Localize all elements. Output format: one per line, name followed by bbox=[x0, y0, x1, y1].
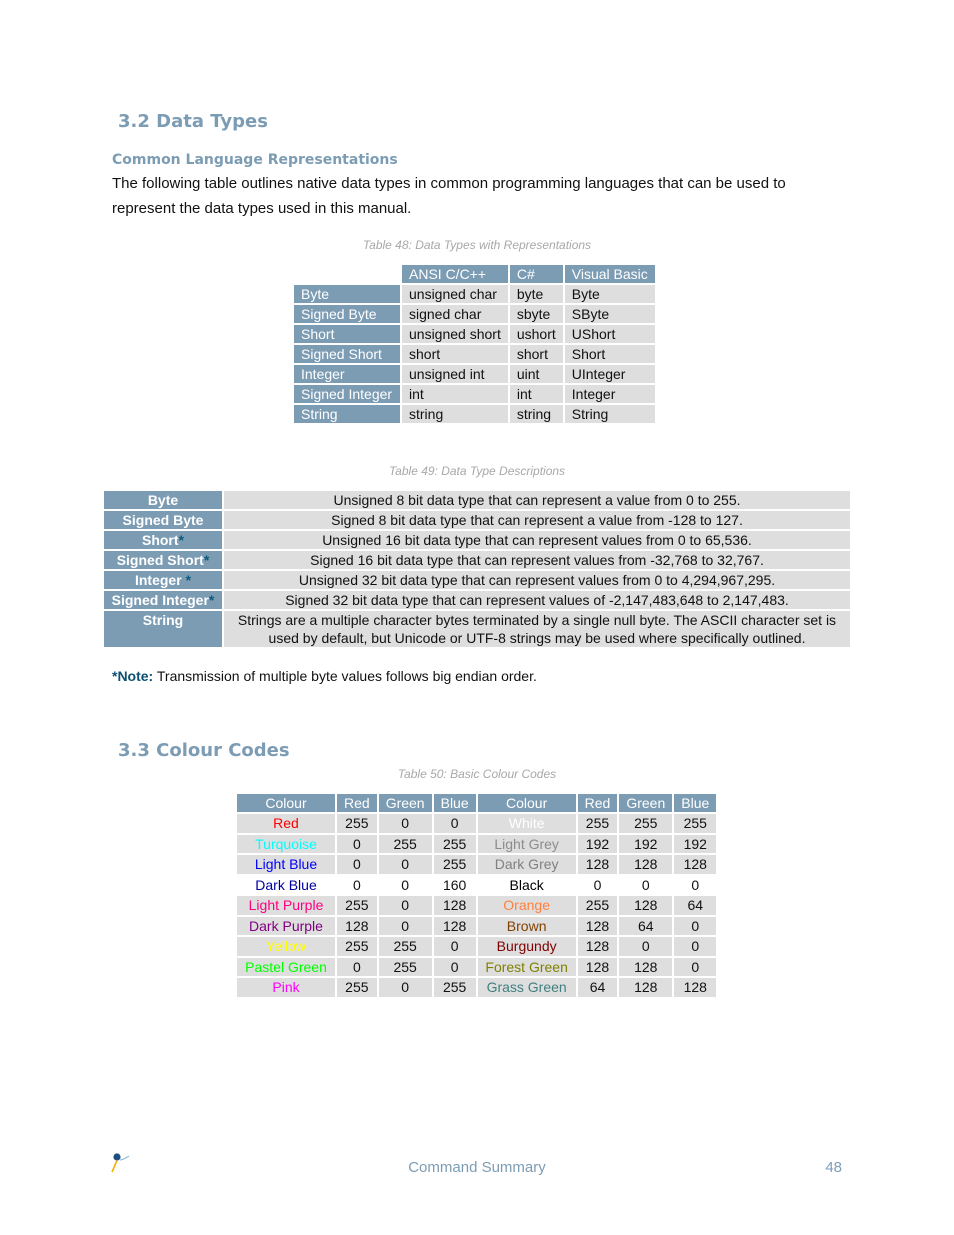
type-label: Signed Byte bbox=[122, 512, 204, 528]
blue-value-cell: 0 bbox=[674, 937, 716, 956]
red-value-cell: 0 bbox=[578, 876, 618, 895]
colour-name-cell: Pink bbox=[237, 978, 335, 997]
table-row bbox=[104, 571, 850, 589]
red-value-cell: 255 bbox=[337, 937, 377, 956]
cell-csharp: short bbox=[510, 345, 563, 363]
green-value-cell: 0 bbox=[379, 978, 432, 997]
row-header: Signed Byte bbox=[294, 305, 400, 323]
page-number: 48 bbox=[825, 1159, 842, 1176]
red-value-cell: 128 bbox=[578, 855, 618, 874]
cell-ansi-c: unsigned int bbox=[402, 365, 508, 383]
row-header: Byte bbox=[294, 285, 400, 303]
table-row bbox=[237, 896, 716, 915]
cell-ansi-c: unsigned char bbox=[402, 285, 508, 303]
row-header bbox=[104, 571, 222, 589]
red-value-cell: 128 bbox=[337, 917, 377, 936]
red-value-cell: 255 bbox=[337, 814, 377, 833]
blue-value-cell: 0 bbox=[674, 958, 716, 977]
green-value-cell: 128 bbox=[619, 978, 672, 997]
red-value-cell: 255 bbox=[337, 978, 377, 997]
header-blue: Blue bbox=[434, 794, 476, 812]
header-colour: Colour bbox=[478, 794, 576, 812]
red-value-cell: 0 bbox=[337, 855, 377, 874]
row-header bbox=[104, 591, 222, 609]
colour-name-cell: Yellow bbox=[237, 937, 335, 956]
table-header-row bbox=[237, 794, 716, 812]
table49-caption: Table 49: Data Type Descriptions bbox=[388, 464, 566, 478]
type-label: Integer bbox=[134, 572, 186, 588]
colour-name-cell: Turquoise bbox=[237, 835, 335, 854]
cell-visual-basic: Integer bbox=[565, 385, 655, 403]
type-label: String bbox=[142, 612, 184, 628]
footnote-star: * bbox=[203, 552, 210, 568]
subheading-common-language: Common Language Representations bbox=[112, 152, 398, 168]
red-value-cell: 0 bbox=[337, 958, 377, 977]
blue-value-cell: 192 bbox=[674, 835, 716, 854]
blue-value-cell: 255 bbox=[434, 855, 476, 874]
red-value-cell: 0 bbox=[337, 835, 377, 854]
table-row bbox=[294, 385, 655, 403]
cell-ansi-c: short bbox=[402, 345, 508, 363]
description-cell: Unsigned 16 bit data type that can represent values from 0 to 65,536. bbox=[224, 531, 850, 549]
green-value-cell: 255 bbox=[379, 958, 432, 977]
description-cell: Signed 32 bit data type that can represent values of -2,147,483,648 to 2,147,483. bbox=[224, 591, 850, 609]
red-value-cell: 255 bbox=[337, 896, 377, 915]
table-row bbox=[237, 958, 716, 977]
colour-name-cell: Grass Green bbox=[478, 978, 576, 997]
table-row bbox=[104, 591, 850, 609]
cell-csharp: byte bbox=[510, 285, 563, 303]
note-text: Transmission of multiple byte values follows big endian order. bbox=[153, 668, 537, 684]
table48-caption: Table 48: Data Types with Representations bbox=[362, 238, 592, 252]
colour-name-cell: Red bbox=[237, 814, 335, 833]
green-value-cell: 255 bbox=[379, 937, 432, 956]
green-value-cell: 255 bbox=[619, 814, 672, 833]
table-row bbox=[237, 978, 716, 997]
company-logo-icon bbox=[110, 1152, 132, 1174]
header-blank-cell bbox=[294, 265, 400, 283]
type-label: Signed Short bbox=[116, 552, 204, 568]
red-value-cell: 255 bbox=[578, 896, 618, 915]
colour-name-cell: Light Purple bbox=[237, 896, 335, 915]
green-value-cell: 128 bbox=[619, 958, 672, 977]
type-label: Byte bbox=[147, 492, 179, 508]
green-value-cell: 0 bbox=[379, 855, 432, 874]
cell-ansi-c: unsigned short bbox=[402, 325, 508, 343]
green-value-cell: 0 bbox=[379, 896, 432, 915]
colour-name-cell: Light Blue bbox=[237, 855, 335, 874]
section-heading-data-types: 3.2 Data Types bbox=[118, 111, 268, 132]
table-row bbox=[104, 611, 850, 647]
row-header: Short bbox=[294, 325, 400, 343]
footnote-star: * bbox=[185, 572, 192, 588]
cell-ansi-c: signed char bbox=[402, 305, 508, 323]
header-csharp: C# bbox=[510, 265, 563, 283]
colour-name-cell: Dark Blue bbox=[237, 876, 335, 895]
table-row bbox=[104, 551, 850, 569]
description-cell: Strings are a multiple character bytes terminated by a single null byte. The ASCII character set is used by default, but Unicode or UTF-8 strings may be used where specifically outlined. bbox=[224, 611, 850, 647]
header-red: Red bbox=[578, 794, 618, 812]
table-row bbox=[104, 491, 850, 509]
section-heading-colour-codes: 3.3 Colour Codes bbox=[118, 740, 290, 761]
colour-name-cell: Pastel Green bbox=[237, 958, 335, 977]
header-colour: Colour bbox=[237, 794, 335, 812]
cell-csharp: int bbox=[510, 385, 563, 403]
header-visual-basic: Visual Basic bbox=[565, 265, 655, 283]
colour-name-cell: Dark Purple bbox=[237, 917, 335, 936]
colour-codes-table bbox=[235, 792, 718, 999]
colour-name-cell: Burgundy bbox=[478, 937, 576, 956]
colour-name-cell: White bbox=[478, 814, 576, 833]
table-row bbox=[237, 937, 716, 956]
green-value-cell: 128 bbox=[619, 855, 672, 874]
intro-paragraph: The following table outlines native data types in common programming languages that can be used to represent the data types used in this manual. bbox=[112, 175, 786, 217]
note-label: *Note: bbox=[112, 668, 154, 684]
colour-name-cell: Light Grey bbox=[478, 835, 576, 854]
colour-name-cell: Orange bbox=[478, 896, 576, 915]
description-cell: Unsigned 8 bit data type that can represent a value from 0 to 255. bbox=[224, 491, 850, 509]
blue-value-cell: 64 bbox=[674, 896, 716, 915]
table-row bbox=[237, 876, 716, 895]
table-row bbox=[294, 285, 655, 303]
table-header-row bbox=[294, 265, 655, 283]
cell-visual-basic: UInteger bbox=[565, 365, 655, 383]
blue-value-cell: 128 bbox=[674, 855, 716, 874]
cell-ansi-c: int bbox=[402, 385, 508, 403]
cell-csharp: sbyte bbox=[510, 305, 563, 323]
green-value-cell: 255 bbox=[379, 835, 432, 854]
cell-visual-basic: UShort bbox=[565, 325, 655, 343]
blue-value-cell: 255 bbox=[434, 978, 476, 997]
data-type-descriptions-table bbox=[102, 489, 852, 649]
green-value-cell: 0 bbox=[619, 937, 672, 956]
cell-visual-basic: SByte bbox=[565, 305, 655, 323]
header-green: Green bbox=[619, 794, 672, 812]
row-header: Integer bbox=[294, 365, 400, 383]
red-value-cell: 64 bbox=[578, 978, 618, 997]
red-value-cell: 128 bbox=[578, 937, 618, 956]
green-value-cell: 0 bbox=[379, 917, 432, 936]
table50-caption: Table 50: Basic Colour Codes bbox=[397, 767, 557, 781]
colour-name-cell: Forest Green bbox=[478, 958, 576, 977]
blue-value-cell: 0 bbox=[434, 958, 476, 977]
blue-value-cell: 128 bbox=[434, 896, 476, 915]
colour-name-cell: Brown bbox=[478, 917, 576, 936]
cell-csharp: uint bbox=[510, 365, 563, 383]
table-row bbox=[104, 511, 850, 529]
blue-value-cell: 255 bbox=[674, 814, 716, 833]
type-label: Short bbox=[141, 532, 179, 548]
row-header bbox=[104, 611, 222, 647]
row-header: Signed Short bbox=[294, 345, 400, 363]
description-cell: Signed 16 bit data type that can represent values from -32,768 to 32,767. bbox=[224, 551, 850, 569]
red-value-cell: 255 bbox=[578, 814, 618, 833]
green-value-cell: 0 bbox=[379, 876, 432, 895]
table-row bbox=[294, 405, 655, 423]
table-row bbox=[237, 917, 716, 936]
description-cell: Signed 8 bit data type that can represent a value from -128 to 127. bbox=[224, 511, 850, 529]
type-label: Signed Integer bbox=[111, 592, 209, 608]
table-row bbox=[104, 531, 850, 549]
blue-value-cell: 160 bbox=[434, 876, 476, 895]
blue-value-cell: 255 bbox=[434, 835, 476, 854]
header-blue: Blue bbox=[674, 794, 716, 812]
header-red: Red bbox=[337, 794, 377, 812]
description-cell: Unsigned 32 bit data type that can represent values from 0 to 4,294,967,295. bbox=[224, 571, 850, 589]
blue-value-cell: 0 bbox=[434, 814, 476, 833]
table-row bbox=[294, 325, 655, 343]
cell-visual-basic: String bbox=[565, 405, 655, 423]
red-value-cell: 192 bbox=[578, 835, 618, 854]
colour-name-cell: Black bbox=[478, 876, 576, 895]
table-row bbox=[237, 835, 716, 854]
blue-value-cell: 0 bbox=[434, 937, 476, 956]
footnote-star: * bbox=[208, 592, 215, 608]
colour-name-cell: Dark Grey bbox=[478, 855, 576, 874]
footnote-star: * bbox=[178, 532, 184, 548]
data-types-table bbox=[292, 263, 657, 425]
endian-note bbox=[112, 668, 537, 684]
row-header: String bbox=[294, 405, 400, 423]
table-row bbox=[294, 305, 655, 323]
green-value-cell: 0 bbox=[379, 814, 432, 833]
green-value-cell: 192 bbox=[619, 835, 672, 854]
green-value-cell: 64 bbox=[619, 917, 672, 936]
cell-csharp: ushort bbox=[510, 325, 563, 343]
green-value-cell: 128 bbox=[619, 896, 672, 915]
row-header bbox=[104, 531, 222, 549]
blue-value-cell: 0 bbox=[674, 876, 716, 895]
green-value-cell: 0 bbox=[619, 876, 672, 895]
cell-visual-basic: Short bbox=[565, 345, 655, 363]
red-value-cell: 0 bbox=[337, 876, 377, 895]
header-ansi-c: ANSI C/C++ bbox=[402, 265, 508, 283]
cell-csharp: string bbox=[510, 405, 563, 423]
blue-value-cell: 0 bbox=[674, 917, 716, 936]
blue-value-cell: 128 bbox=[434, 917, 476, 936]
row-header bbox=[104, 491, 222, 509]
table-row bbox=[237, 855, 716, 874]
blue-value-cell: 128 bbox=[674, 978, 716, 997]
red-value-cell: 128 bbox=[578, 917, 618, 936]
row-header: Signed Integer bbox=[294, 385, 400, 403]
cell-ansi-c: string bbox=[402, 405, 508, 423]
row-header bbox=[104, 551, 222, 569]
table-row bbox=[294, 365, 655, 383]
table-row bbox=[237, 814, 716, 833]
row-header bbox=[104, 511, 222, 529]
header-green: Green bbox=[379, 794, 432, 812]
cell-visual-basic: Byte bbox=[565, 285, 655, 303]
table-row bbox=[294, 345, 655, 363]
red-value-cell: 128 bbox=[578, 958, 618, 977]
footer-title: Command Summary bbox=[408, 1159, 546, 1176]
